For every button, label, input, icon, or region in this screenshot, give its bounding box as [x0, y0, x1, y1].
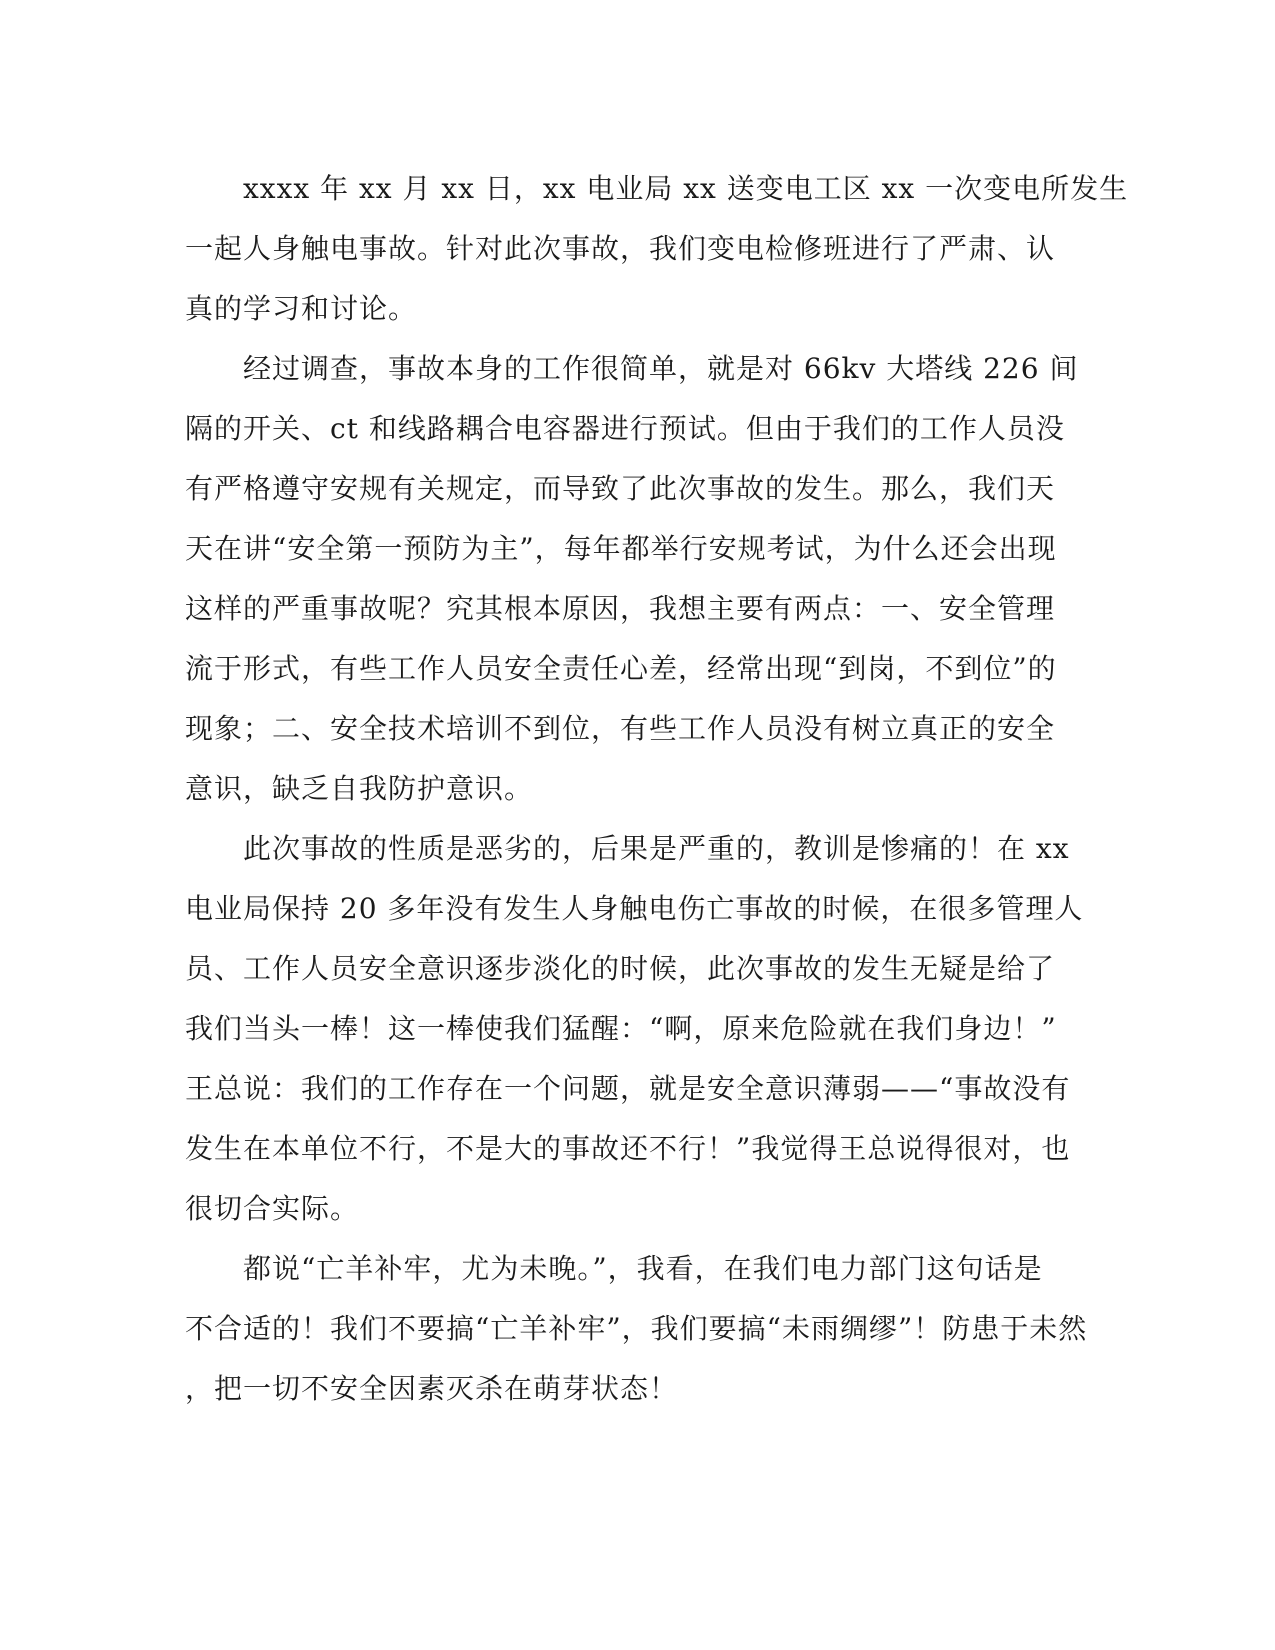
text-line: 流于形式，有些工作人员安全责任心差，经常出现“到岗，不到位”的 — [185, 652, 1057, 685]
paragraph-4 — [185, 1239, 1088, 1419]
text-line: 电业局保持 20 多年没有发生人身触电伤亡事故的时候，在很多管理人 — [185, 892, 1084, 925]
text-line: 这样的严重事故呢？究其根本原因，我想主要有两点：一、安全管理 — [185, 592, 1056, 625]
paragraph-3 — [185, 819, 1084, 1239]
text-line: 我们当头一棒！这一棒使我们猛醒：“啊，原来危险就在我们身边！” — [185, 1012, 1057, 1045]
document-body — [185, 159, 1129, 1419]
text-line: xxxx 年 xx 月 xx 日，xx 电业局 xx 送变电工区 xx 一次变电所发生 — [185, 172, 1129, 205]
text-line: 都说“亡羊补牢，尤为未晚。”，我看，在我们电力部门这句话是 — [185, 1252, 1043, 1285]
text-line: 员、工作人员安全意识逐步淡化的时候，此次事故的发生无疑是给了 — [185, 952, 1056, 985]
text-line: 很切合实际。 — [185, 1192, 360, 1225]
text-line: 有严格遵守安规有关规定，而导致了此次事故的发生。那么，我们天 — [185, 472, 1056, 505]
text-line: 隔的开关、ct 和线路耦合电容器进行预试。但由于我们的工作人员没 — [185, 412, 1065, 445]
text-line: 发生在本单位不行，不是大的事故还不行！”我觉得王总说得很对，也 — [185, 1132, 1071, 1165]
text-line: 天在讲“安全第一预防为主”，每年都举行安规考试，为什么还会出现 — [185, 532, 1057, 565]
text-line: 真的学习和讨论。 — [185, 292, 418, 325]
text-line: 王总说：我们的工作存在一个问题，就是安全意识薄弱——“事故没有 — [185, 1072, 1071, 1105]
text-line: 此次事故的性质是恶劣的，后果是严重的，教训是惨痛的！在 xx — [185, 832, 1070, 865]
paragraph-1 — [185, 159, 1129, 339]
text-line: 经过调查，事故本身的工作很简单，就是对 66kv 大塔线 226 间 — [185, 352, 1079, 385]
paragraph-2 — [185, 339, 1079, 819]
text-line: 意识，缺乏自我防护意识。 — [185, 772, 534, 805]
text-line: 现象；二、安全技术培训不到位，有些工作人员没有树立真正的安全 — [185, 712, 1056, 745]
text-line: 不合适的！我们不要搞“亡羊补牢”，我们要搞“未雨绸缪”！防患于未然 — [185, 1312, 1088, 1345]
text-line: ，把一切不安全因素灭杀在萌芽状态！ — [185, 1372, 679, 1405]
text-line: 一起人身触电事故。针对此次事故，我们变电检修班进行了严肃、认 — [185, 232, 1056, 265]
